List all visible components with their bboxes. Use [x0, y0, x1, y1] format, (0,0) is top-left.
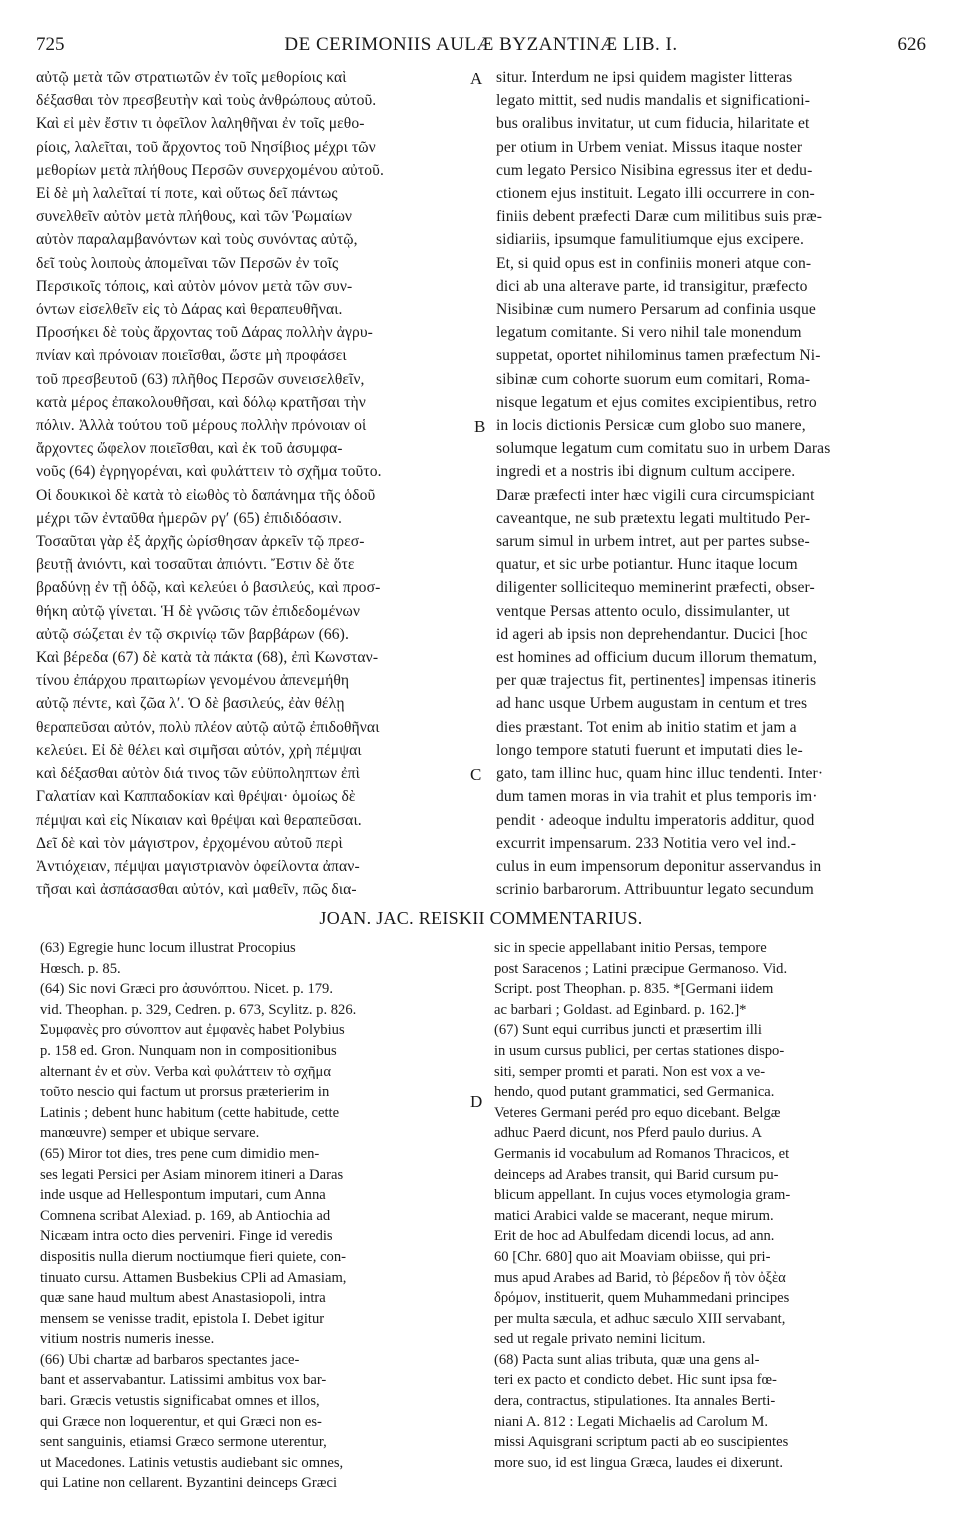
greek-text-line: κατὰ μέρος ἐπακολουθῆσαι, καὶ δόλῳ κρατῆσαι τὴν — [36, 393, 366, 411]
commentary-note-line: mensem se venisse tradit, epistola I. Debet igitur — [40, 1310, 325, 1327]
running-title: DE CERIMONIIS AULÆ BYZANTINÆ LIB. I. — [284, 34, 678, 55]
commentary-note-line: qui Græce non loquerentur, et qui Græci non es- — [40, 1413, 322, 1430]
greek-text-line: ρίοις, λαλεῖται, τοῦ ἄρχοντος τοῦ Νησίβιος μέχρι τῶν — [36, 138, 376, 156]
commentary-note-line: deinceps ad Arabes transit, qui Barid cursum pu- — [494, 1166, 779, 1183]
section-marker-b: B — [474, 417, 486, 436]
commentary-note-line: quæ sane haud multum abest Anastasiopoli, intra — [40, 1290, 326, 1307]
latin-text-line: per quæ trajectus fit, pertinentes] impensas itineris — [496, 672, 817, 690]
commentary-note-line: ac barbari ; Goldast. ad Eginbard. p. 162.]* — [494, 1001, 747, 1018]
greek-text-line: τῆσαι καὶ ἀσπάσασθαι αὐτόν, καὶ μαθεῖν, πῶς δια- — [36, 881, 357, 899]
commentary-note-line: Hœsch. p. 85. — [40, 960, 121, 977]
commentary-note-line: (64) Sic novi Græci pro ἀσυνόπτου. Nicet. p. 179. — [40, 981, 333, 998]
latin-text-line: dies præstant. Tot enim ab initio statim et jam a — [496, 718, 797, 736]
latin-text-line: solumque legatum cum comitatu suo in urbem Daras — [496, 440, 831, 458]
commentary-note-line: alternant ἐν et σὺν. Verba καὶ φυλάττειν τὸ σχῆμα — [40, 1063, 332, 1080]
greek-text-line: συνελθεῖν αὐτὸν μετὰ πλήθους, καὶ τῶν Ῥωμαίων — [36, 208, 353, 226]
commentary-note-line: matici Arabici valde se macerant, neque mirum. — [494, 1207, 774, 1224]
commentary-note-line: tinuato cursu. Attamen Busbekius CPli ad Amasiam, — [40, 1269, 347, 1286]
latin-text-line: gato, tam illinc huc, quam hinc illuc tendenti. Inter· — [496, 765, 824, 783]
commentary-note-line: 60 [Chr. 680] quo ait Moaviam obiisse, qui pri- — [494, 1248, 771, 1265]
page-number-left: 725 — [36, 34, 65, 55]
greek-text-line: πνίαν καὶ πρόνοιαν ποιεῖσθαι, ὥστε μὴ προφάσει — [36, 347, 347, 365]
latin-text-line: dici ab una alterave parte, id transigitur, præfecto — [496, 277, 808, 295]
commentary-note-line: (68) Pacta sunt alias tributa, quæ una gens al- — [494, 1351, 760, 1368]
latin-text-line: cum legato Persico Nisibina egressus iter et dedu- — [496, 161, 813, 179]
commentary-note-line: vitium nostris numeris inesse. — [40, 1331, 215, 1348]
page-number-right: 626 — [897, 34, 926, 55]
greek-text-line: Προσήκει δὲ τοὺς ἄρχοντας τοῦ Δάρας πολλὴν ἀγρυ- — [36, 324, 373, 342]
commentary-note-line: inde usque ad Hellespontum imputari, cum Anna — [40, 1187, 326, 1204]
latin-text-line: suppetat, oportet nihilominus tamen præfectum Ni- — [496, 347, 821, 365]
latin-text-line: nisque legatum et ejus comites excipientibus, retro — [496, 393, 817, 411]
commentary-note-line: qui Latine non cellarent. Byzantini deinceps Græci — [40, 1475, 338, 1492]
commentary-note-line: Συμφανὲς pro σύνοπτον aut ἐμφανὲς habet Polybius — [40, 1022, 345, 1039]
commentary-note-line: (67) Sunt equi curribus juncti et præsertim illi — [494, 1022, 762, 1039]
commentary-note-line: sent sanguinis, etiamsi Græco sermone uterentur, — [40, 1434, 327, 1451]
latin-text-line: per otium in Urbem veniat. Missus itaque noster — [496, 138, 803, 156]
greek-text-line: βευτῇ ἀνιόντι, καὶ τοσαῦται ἀπιόντι. Ἔστιν δὲ ὅτε — [36, 556, 355, 574]
greek-text-line: μέχρι τῶν ἐνταῦθα ἡμερῶν ργ′ (65) ἐπιδιδόασιν. — [36, 509, 343, 527]
latin-text-line: caveantque, ne sub prætextu legati multitudo Per- — [496, 509, 811, 527]
greek-text-line: τίνου ἐπάρχου πραιτωρίων γενομένου ἀπενεμήθη — [36, 672, 350, 690]
greek-text-line: Ἀντιόχειαν, πέμψαι μαγιστριανὸν ὀφείλοντα ἀπαν- — [36, 857, 360, 875]
commentary-note-line: manœuvre) semper et ubique servare. — [40, 1125, 260, 1142]
commentary-note-line: bant et asservabantur. Latissimi ambitus vox bar- — [40, 1372, 327, 1389]
latin-text-line: legatum comitante. Si vero nihil tale monendum — [496, 324, 802, 342]
commentary-note-line: siti, semper promti et parati. Non est vox a ve- — [494, 1063, 766, 1080]
commentary-note-line: vid. Theophan. p. 329, Cedren. p. 673, Scylitz. p. 826. — [40, 1001, 357, 1018]
commentary-note-line: niani A. 812 : Legati Michaelis ad Carolum M. — [494, 1413, 768, 1430]
running-header — [36, 34, 926, 60]
greek-text-line: Καὶ βέρεδα (67) δὲ κατὰ τὰ πάκτα (68), ἐπὶ Κωνσταν- — [36, 649, 379, 667]
commentary-heading: JOAN. JAC. REISKII COMMENTARIUS. — [319, 908, 643, 928]
latin-text-line: dum tamen moras in via trahit et plus temporis im· — [496, 788, 818, 806]
commentary-notes-left — [40, 938, 470, 1494]
section-marker-a: A — [470, 69, 483, 88]
commentary-note-line: ut Macedones. Latinis vetustis audiebant sic omnes, — [40, 1454, 344, 1471]
commentary-note-line: Erit de hoc ad Abulfedam dicendi locus, ad ann. — [494, 1228, 775, 1245]
commentary-note-line: sed ut regale privato nemini licitum. — [494, 1331, 706, 1348]
commentary-note-line: mus apud Arabes ad Barid, τὸ βέρεδον ἤ τὸν ὀξὲα — [494, 1269, 786, 1286]
latin-text-line: bus oralibus invitatur, ut cum fiducia, hilaritate et — [496, 115, 810, 133]
greek-text-line: όντων εἰσελθεῖν εἰς τὸ Δάρας καὶ θεραπευθῆναι. — [36, 301, 343, 319]
latin-text-line: quatur, et sic urbe potiantur. Hunc itaque locum — [496, 556, 798, 574]
commentary-note-line: sic in specie appellabant initio Persas, tempore — [494, 940, 767, 956]
commentary-note-line: teri ex pacto et condicto debet. Hic sunt ipsa fœ- — [494, 1372, 777, 1389]
commentary-note-line: ses legati Persici per Asiam minorem itineri a Daras — [40, 1166, 344, 1183]
latin-text-line: Daræ præfecti inter hæc vigili cura circumspiciant — [496, 486, 815, 504]
greek-text-line: μεθορίων μετὰ πλήθους Περσῶν συνερχομένου αὐτοῦ. — [36, 161, 384, 179]
latin-text-line: ad hanc usque Urbem augustam in centum et tres — [496, 695, 808, 713]
greek-text-line: Εἰ δὲ μὴ λαλεῖταί τί ποτε, καὶ οὕτως δεῖ πάντως — [36, 185, 338, 203]
greek-text-line: αὐτῷ μετὰ τῶν στρατιωτῶν ἐν τοῖς μεθορίοις καὶ — [36, 69, 347, 86]
latin-text-line: Nisibinæ cum numero Persarum ad confinia usque — [496, 301, 816, 319]
greek-text-line: ἄρχοντες ὤφελον ποιεῖσθαι, καὶ ἐκ τοῦ ἀσυμφα- — [36, 440, 343, 458]
greek-text-line: δέξασθαι τὸν πρεσβευτὴν καὶ τοὺς ἀνθρώπους αὐτοῦ. — [36, 92, 377, 110]
commentary-notes-right — [494, 938, 928, 1473]
greek-text-line: Περσικοῖς τόποις, καὶ αὐτὸν μόνον μετὰ τῶν συν- — [36, 277, 353, 295]
commentary-note-line: bari. Græcis vetustis significabat omnes et illos, — [40, 1393, 320, 1410]
latin-text-line: ctionem ejus instituit. Legato illi occurrere in con- — [496, 185, 815, 203]
greek-text-line: Δεῖ δὲ καὶ τὸν μάγιστρον, ἐρχομένου αὐτοῦ περὶ — [36, 834, 343, 852]
greek-text-line: αὐτῷ πέντε, καὶ ζῶα λ′. Ὁ δὲ βασιλεύς, ἐὰν θέλῃ — [36, 695, 345, 713]
section-marker-c: C — [470, 765, 482, 784]
latin-text-line: sidiariis, ipsumque famulitiumque ejus excipere. — [496, 231, 804, 249]
commentary-note-line: (65) Miror tot dies, tres pene cum dimidio men- — [40, 1145, 320, 1162]
commentary-note-line: δρόμον, instituerit, quem Muhammedani principes — [494, 1290, 790, 1307]
commentary-note-line: (63) Egregie hunc locum illustrat Procopius — [40, 940, 296, 956]
greek-text-line: θήκη αὐτῷ γίνεται. Ἡ δὲ γνῶσις τῶν ἐπιδεδομένων — [36, 602, 361, 620]
greek-text-line: πόλιν. Ἀλλὰ τούτου τοῦ μέρους πολλὴν πρόνοιαν οἱ — [36, 417, 367, 435]
greek-text-line: αὐτῷ σώζεται ἐν τῷ σκρινίῳ τῶν βαρβάρων (66). — [36, 625, 349, 643]
commentary-note-line: p. 158 ed. Gron. Nunquam non in compositionibus — [40, 1042, 337, 1059]
greek-text-line: κελεύει. Εἰ δὲ θέλει καὶ σιμῆσαι αὐτόν, χρὴ πέμψαι — [36, 741, 362, 759]
commentary-note-line: hendo, quod putant grammatici, sed Germanica. — [494, 1084, 775, 1101]
commentary-note-line: dera, contractus, stipulationes. Ita annales Berti- — [494, 1393, 776, 1410]
greek-text-line: πέμψαι καὶ εἰς Νίκαιαν καὶ θρέψαι καὶ θεραπεῦσαι. — [36, 811, 362, 829]
commentary-note-line: (66) Ubi chartæ ad barbaros spectantes jace- — [40, 1351, 300, 1368]
latin-text-line: ingredi et a nostris ibi dignum cultum accipere. — [496, 463, 796, 481]
section-marker-d: D — [470, 1092, 483, 1111]
greek-text-line: τοῦ πρεσβευτοῦ (63) πλῆθος Περσῶν συνεισελθεῖν, — [36, 370, 365, 388]
greek-text-line: θεραπεῦσαι αὐτόν, πολὺ πλέον αὐτῷ αὐτῷ ἐπιδοθῆναι — [36, 718, 380, 736]
latin-translation-column — [496, 66, 928, 901]
commentary-note-line: missi Aquisgrani scriptum pacti ab eo suscipientes — [494, 1434, 789, 1451]
commentary-note-line: Latinis ; debent hunc habitum (cette habitude, cette — [40, 1104, 340, 1121]
latin-text-line: sarum simul in urbem intret, aut per partes subse- — [496, 533, 810, 551]
latin-text-line: scrinio barbarorum. Attribuuntur legato secundum — [496, 881, 814, 899]
greek-text-line: νοῦς (64) ἐγρηγορέναι, καὶ φυλάττειν τὸ σχῆμα τοῦτο. — [36, 463, 382, 481]
commentary-note-line: dispositis nulla dierum noctiumque fieri quiete, con- — [40, 1248, 346, 1265]
latin-text-line: excurrit impensarum. 233 Notitia vero vel ind.- — [496, 834, 797, 852]
greek-text-line: δεῖ τοὺς λοιποὺς ἀπομεῖναι τῶν Περσῶν ἐν τοῖς — [36, 254, 339, 272]
greek-text-line: καὶ δέξασθαι αὐτὸν διά τινος τῶν εὐϋποληπτων ἐπὶ — [36, 765, 360, 783]
commentary-note-line: τοῦτο nescio qui factum ut prorsus præterierim in — [40, 1084, 330, 1101]
commentary-note-line: Comnena scribat Alexiad. p. 169, ab Antiochia ad — [40, 1207, 331, 1224]
greek-text-line: αὐτὸν παραλαμβανόντων καὶ τοὺς συνόντας αὐτῷ, — [36, 231, 358, 249]
commentary-note-line: more suo, id est lingua Græca, laudes ei dixerunt. — [494, 1454, 783, 1471]
latin-text-line: legato mittit, sed nudis mandalis et significationi- — [496, 92, 810, 110]
latin-text-line: diligenter sollicitequo meminerint præfecti, obser- — [496, 579, 815, 597]
commentary-note-line: Script. post Theophan. p. 835. *[Germani iidem — [494, 981, 774, 998]
greek-text-column — [36, 66, 466, 901]
latin-text-line: finiis debent præfecti Daræ cum militibus suis præ- — [496, 208, 823, 226]
greek-text-line: Γαλατίαν καὶ Καππαδοκίαν καὶ θρέψαι· ὁμοίως δὲ — [36, 788, 356, 806]
latin-text-line: longo tempore statuti fuerunt et imputati dies le- — [496, 741, 803, 759]
latin-text-line: ventque Persas attento oculo, dissimulanter, ut — [496, 602, 790, 620]
commentary-note-line: per multa sæcula, et adhuc sæculo XIII servabant, — [494, 1310, 786, 1327]
commentary-note-line: Germanis id vocabulum ad Romanos Thracicos, et — [494, 1145, 790, 1162]
greek-text-line: Καὶ εἰ μὲν ἔστιν τι ὀφεῖλον λαληθῆναι ἐν τοῖς μεθο- — [36, 115, 365, 133]
latin-text-line: culus in eum impensorum deponitur asservandus in — [496, 857, 822, 875]
greek-text-line: βραδύνῃ ἐν τῇ ὁδῷ, καὶ κελεύει ὁ βασιλεύς, καὶ προσ- — [36, 579, 381, 597]
latin-text-line: sibinæ cum cohorte suorum eum comitari, Roma- — [496, 370, 811, 388]
latin-text-line: Et, si quid opus est in confiniis moneri atque con- — [496, 254, 812, 272]
commentary-note-line: blicum appellant. In cujus voces etymologia gram- — [494, 1187, 791, 1204]
greek-text-line: Οἱ δουκικοὶ δὲ κατὰ τὸ εἰωθὸς τὸ δαπάνημα τῆς ὁδοῦ — [36, 486, 376, 504]
commentary-note-line: Nicæam intra octo dies perveniri. Finge id veredis — [40, 1228, 333, 1245]
latin-text-line: pendit · adeoque indultu imperatoris additur, quod — [496, 811, 815, 829]
commentary-note-line: Veteres Germani peréd pro equo dicebant. Belgæ — [494, 1104, 781, 1121]
commentary-note-line: adhuc Paerd dicunt, nos Pferd paulo durius. A — [494, 1125, 762, 1142]
commentary-note-line: post Saracenos ; Latini præcipue Germanoso. Vid. — [494, 960, 788, 977]
latin-text-line: in locis dictionis Persicæ cum globo suo manere, — [496, 417, 806, 435]
greek-text-line: Τοσαῦται γὰρ ἐξ ἀρχῆς ὡρίσθησαν ἀρκεῖν τῷ πρεσ- — [36, 533, 365, 551]
latin-text-line: id ageri ab ipsis non deprehendantur. Ducici [hoc — [496, 625, 808, 643]
latin-text-line: situr. Interdum ne ipsi quidem magister litteras — [496, 69, 793, 86]
latin-text-line: est homines ad officium ducum illorum thematum, — [496, 649, 817, 667]
commentary-note-line: in usum cursus publici, per certas stationes dispo- — [494, 1042, 785, 1059]
